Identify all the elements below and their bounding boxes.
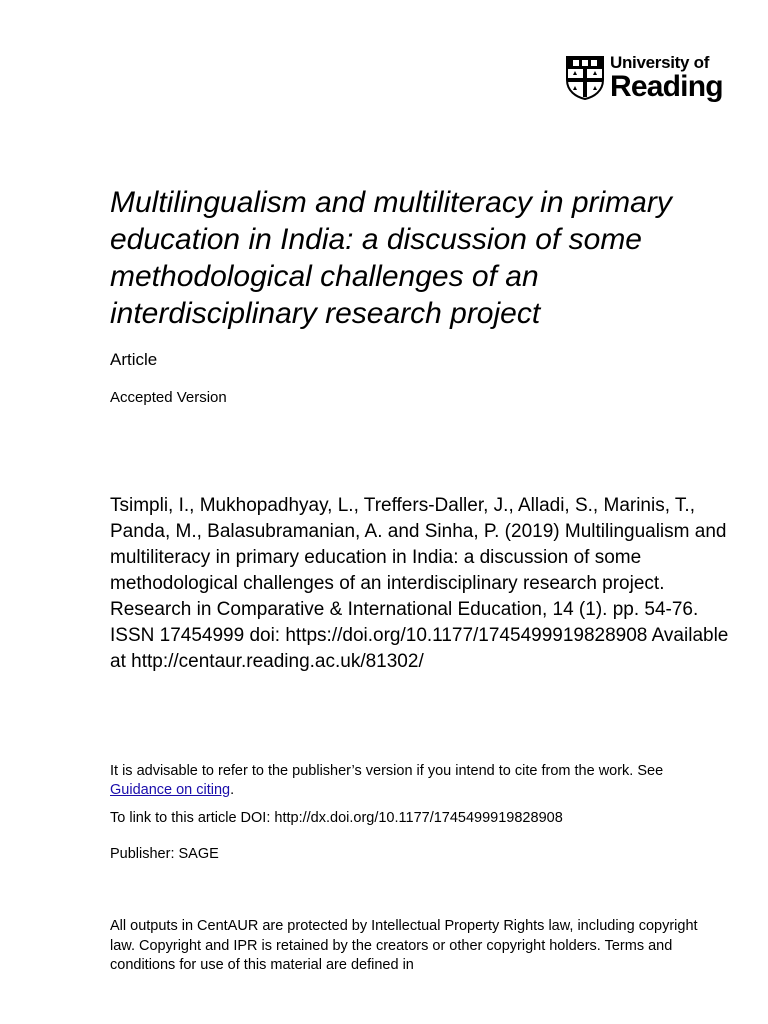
publisher-line: Publisher: SAGE <box>110 846 219 862</box>
logo-line-1: University of <box>610 53 710 72</box>
guidance-on-citing-link[interactable]: Guidance on citing <box>110 782 231 798</box>
logo-wordmark <box>610 54 723 102</box>
advisory-text: It is advisable to refer to the publisher’s version if you intend to cite from the work. See <box>110 763 664 779</box>
citation-text: Tsimpli, I., Mukhopadhyay, L., Treffers-Daller, J., Alladi, S., Marinis, T., Panda, M., Balasubramanian, A. and Sinha, P. (2019) Multilingualism and multiliteracy in primary education in India: a discussion of some methodological challenges of an interdisciplinary research project. Research in Comparative & International Education, 14 (1). pp. 54-76. ISSN 17454999 doi: https://doi.org/10.1177/1745499919828908 Available at http://centaur.reading.ac.uk/81302/ <box>110 495 729 672</box>
university-logo <box>566 54 726 106</box>
doi-line: To link to this article DOI: http://dx.doi.org/10.1177/1745499919828908 <box>110 810 563 826</box>
rights-notice: All outputs in CentAUR are protected by Intellectual Property Rights law, including copyright law. Copyright and IPR is retained by the creators or other copyright holders. Terms and conditions for use of this material are defined in <box>110 918 698 973</box>
logo-line-2: Reading <box>610 70 723 103</box>
version-label: Accepted Version <box>110 389 227 406</box>
university-crest-icon <box>566 56 604 100</box>
citation-advisory <box>110 762 710 800</box>
advisory-suffix: . <box>230 782 235 798</box>
article-title: Multilingualism and multiliteracy in primary education in India: a discussion of some methodological challenges of an interdisciplinary research project <box>110 186 672 330</box>
document-type: Article <box>110 350 158 369</box>
